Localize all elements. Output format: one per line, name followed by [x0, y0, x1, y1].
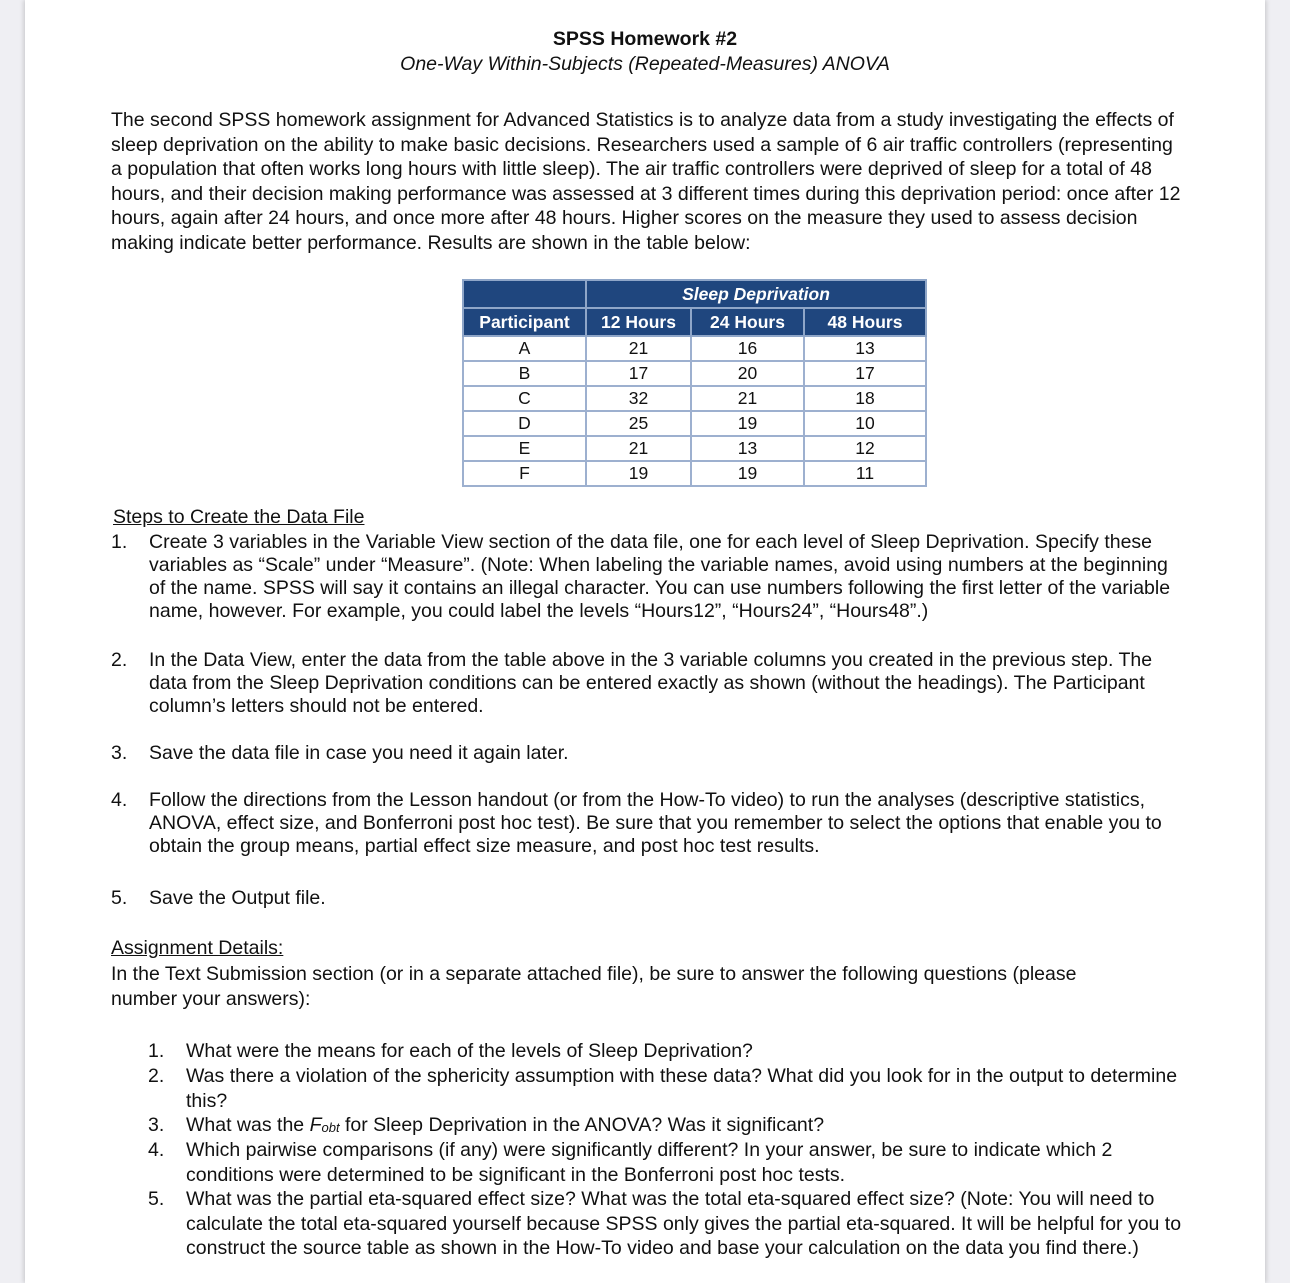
table-header-empty: [463, 280, 586, 308]
step-item: [111, 887, 1181, 910]
step-text: Follow the directions from the Lesson handout (or from the How-To video) to run the analyses (descriptive statistics, ANOVA, effect size, and Bonferroni post hoc test). Be sure that you remember to select the options that enable you to obtain the group means, partial effect size measure, and post hoc test results.: [149, 789, 1162, 857]
table-header-row: [463, 308, 926, 336]
score-cell: 19: [691, 461, 804, 486]
question-number: 3.: [148, 1114, 165, 1136]
participant-cell: E: [463, 436, 586, 461]
score-cell: 25: [586, 411, 691, 436]
participant-cell: D: [463, 411, 586, 436]
table-group-header: Sleep Deprivation: [586, 280, 926, 308]
step-item: [111, 789, 1181, 858]
score-cell: 21: [586, 336, 691, 361]
score-cell: 21: [586, 436, 691, 461]
f-statistic-symbol: F: [309, 1114, 322, 1136]
step-number: 1.: [111, 531, 128, 553]
table-header: Participant: [463, 308, 586, 336]
table-row: [463, 461, 926, 486]
question-item: [148, 1064, 1183, 1113]
steps-heading: Steps to Create the Data File: [113, 506, 365, 528]
score-cell: 17: [804, 361, 926, 386]
step-item: [111, 531, 1181, 623]
question-item: [148, 1138, 1183, 1187]
participant-cell: F: [463, 461, 586, 486]
f-statistic-subscript: obt: [321, 1120, 340, 1135]
step-text: Create 3 variables in the Variable View section of the data file, one for each level of Sleep Deprivation. Specify these variables as “Scale” under “Measure”. (Note: When labeling the variable names, avoid using numbers at the beginning of the name. SPSS will say it contains an illegal character. You can use numbers following the first letter of the variable name, however. For example, you could label the levels “Hours12”, “Hours24”, “Hours48”.): [149, 531, 1171, 622]
participant-cell: B: [463, 361, 586, 386]
page-subtitle: One-Way Within-Subjects (Repeated-Measures) ANOVA: [400, 53, 890, 75]
question-text-part: What was the: [186, 1114, 310, 1136]
table-row: [463, 436, 926, 461]
step-text: Save the data file in case you need it again later.: [149, 742, 569, 764]
table-header: 24 Hours: [691, 308, 804, 336]
table-row: [463, 336, 926, 361]
table-row: [463, 411, 926, 436]
assignment-heading: Assignment Details:: [111, 937, 284, 959]
table-header: 12 Hours: [586, 308, 691, 336]
data-table: [462, 279, 927, 487]
question-text: What was the partial eta-squared effect size? What was the total eta-squared effect size? (Note: You will need to calculate the total eta-squared yourself because SPSS only gives the partial eta-squared. It will be helpful for you to construct the source table as shown in the How-To video and base your calculation on the data you find there.): [186, 1188, 1182, 1259]
question-text: Was there a violation of the sphericity assumption with these data? What did you look for in the output to determine this?: [186, 1065, 1178, 1112]
score-cell: 17: [586, 361, 691, 386]
score-cell: 18: [804, 386, 926, 411]
table-row: [463, 386, 926, 411]
table-group-header-row: [463, 280, 926, 308]
question-number: 4.: [148, 1139, 165, 1161]
question-item: [148, 1113, 1183, 1140]
step-number: 5.: [111, 887, 128, 909]
score-cell: 20: [691, 361, 804, 386]
assignment-intro: In the Text Submission section (or in a separate attached file), be sure to answer the following questions (please number your answers):: [111, 963, 1077, 1010]
score-cell: 19: [691, 411, 804, 436]
step-text: Save the Output file.: [149, 887, 326, 909]
table-row: [463, 361, 926, 386]
score-cell: 11: [804, 461, 926, 486]
step-number: 3.: [111, 742, 128, 764]
participant-cell: A: [463, 336, 586, 361]
score-cell: 10: [804, 411, 926, 436]
participant-cell: C: [463, 386, 586, 411]
question-text: What were the means for each of the levels of Sleep Deprivation?: [186, 1040, 753, 1062]
step-item: [111, 742, 1181, 765]
question-number: 1.: [148, 1040, 165, 1062]
score-cell: 13: [804, 336, 926, 361]
step-text: In the Data View, enter the data from the table above in the 3 variable columns you created in the previous step. The data from the Sleep Deprivation conditions can be entered exactly as shown (without the headings). The Participant column’s letters should not be entered.: [149, 649, 1153, 717]
score-cell: 21: [691, 386, 804, 411]
score-cell: 16: [691, 336, 804, 361]
page-title: SPSS Homework #2: [552, 28, 738, 50]
question-item: [148, 1187, 1183, 1261]
question-text: Which pairwise comparisons (if any) were significantly different? In your answer, be sure to indicate which 2 conditions were determined to be significant in the Bonferroni post hoc tests.: [186, 1139, 1113, 1186]
question-text: [186, 1113, 1183, 1140]
step-number: 2.: [111, 649, 128, 671]
score-cell: 19: [586, 461, 691, 486]
step-item: [111, 649, 1181, 718]
score-cell: 13: [691, 436, 804, 461]
question-item: [148, 1039, 1183, 1064]
question-text-part: for Sleep Deprivation in the ANOVA? Was it significant?: [339, 1114, 825, 1136]
question-number: 5.: [148, 1188, 165, 1210]
intro-paragraph: The second SPSS homework assignment for Advanced Statistics is to analyze data from a study investigating the effects of sleep deprivation on the ability to make basic decisions. Researchers used a sample of 6 air traffic controllers (representing a population that often works long hours with little sleep). The air traffic controllers were deprived of sleep for a total of 48 hours, and their decision making performance was assessed at 3 different times during this deprivation period: once after 12 hours, again after 24 hours, and once more after 48 hours. Higher scores on the measure they used to assess decision making indicate better performance. Results are shown in the table below:: [111, 109, 1181, 254]
question-number: 2.: [148, 1065, 165, 1087]
table-header: 48 Hours: [804, 308, 926, 336]
step-number: 4.: [111, 789, 128, 811]
score-cell: 12: [804, 436, 926, 461]
score-cell: 32: [586, 386, 691, 411]
